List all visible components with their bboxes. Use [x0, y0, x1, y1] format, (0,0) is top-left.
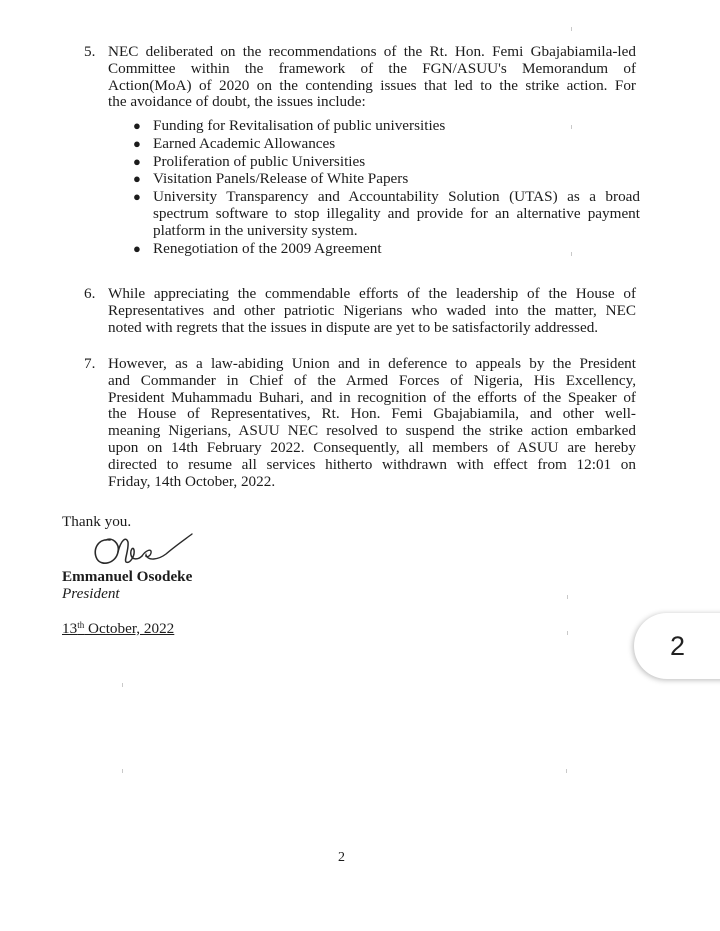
item-line: noted with regrets that the issues in dispute are yet to be satisfactorily addressed. [108, 318, 599, 336]
item-7 [84, 356, 636, 490]
signatory-name: Emmanuel Osodeke [62, 568, 193, 585]
page-badge [634, 613, 720, 679]
page-badge-label: 2 [670, 631, 686, 661]
item-line: directed to resume all services hitherto withdrawn with effect from 12:01 on [108, 455, 636, 473]
document-date: 13th October, 2022 [62, 620, 175, 637]
signature-icon [88, 528, 200, 572]
list-item [130, 154, 640, 171]
scan-speck [122, 769, 123, 773]
scan-speck [571, 252, 572, 256]
item-line: upon on 14th February 2022. Consequently, all members of ASUU are hereby [108, 438, 636, 456]
issue-text: Earned Academic Allowances [153, 134, 336, 152]
scan-speck [122, 683, 123, 687]
bullet-icon: ● [133, 171, 141, 187]
item-body [108, 356, 636, 490]
list-item [130, 241, 640, 258]
issue-text: Visitation Panels/Release of White Papers [153, 170, 409, 188]
issues-list [130, 118, 640, 257]
bullet-icon: ● [133, 240, 141, 256]
item-line: Committee within the framework of the FGN/ASUU's Memorandum of [108, 59, 636, 77]
item-line: the avoidance of doubt, the issues include: [108, 93, 366, 111]
bullet-icon: ● [133, 135, 141, 151]
item-line: and Commander in Chief of the Armed Forces of Nigeria, His Excellency, [108, 371, 636, 389]
list-item [130, 189, 640, 239]
list-item [130, 136, 640, 153]
item-5 [84, 44, 636, 111]
item-line: NEC deliberated on the recommendations of the Rt. Hon. Femi Gbajabiamila-led [108, 43, 636, 60]
item-number: 5. [84, 43, 96, 60]
scan-speck [567, 631, 568, 635]
list-item [130, 118, 640, 135]
item-number: 6. [84, 285, 96, 302]
bullet-icon: ● [133, 153, 141, 169]
page-number: 2 [338, 850, 345, 865]
issue-text: Proliferation of public Universities [153, 152, 366, 170]
scan-speck [567, 595, 568, 599]
issue-text: Funding for Revitalisation of public universities [153, 117, 446, 134]
bullet-icon: ● [133, 189, 141, 205]
scan-speck [571, 27, 572, 31]
closing-text: Thank you. [62, 513, 132, 530]
item-number: 7. [84, 355, 96, 372]
issue-text: Renegotiation of the 2009 Agreement [153, 239, 382, 257]
item-line: Representatives and other patriotic Nigerians who waded into the matter, NEC [108, 301, 636, 319]
item-body [108, 286, 636, 336]
item-line: However, as a law-abiding Union and in deference to appeals by the President [108, 355, 636, 372]
item-line: President Muhammadu Buhari, and in recognition of the efforts of the Speaker of [108, 388, 636, 406]
item-body [108, 44, 636, 111]
item-6 [84, 286, 636, 336]
signatory-title: President [62, 585, 120, 602]
scan-speck [571, 125, 572, 129]
list-item [130, 171, 640, 188]
issue-text: University Transparency and Accountability Solution (UTAS) as a broad spectrum software to stop illegality and provide for an alternative payment platform in the university system. [153, 188, 640, 239]
item-line: Friday, 14th October, 2022. [108, 472, 276, 490]
scan-speck [566, 769, 567, 773]
item-line: the House of Representatives, Rt. Hon. Femi Gbajabiamila, and other well- [108, 405, 636, 423]
bullet-icon: ● [133, 118, 141, 133]
item-line: meaning Nigerians, ASUU NEC resolved to suspend the strike action embarked [108, 422, 636, 440]
item-line: While appreciating the commendable efforts of the leadership of the House of [108, 285, 636, 302]
item-line: Action(MoA) of 2020 on the contending issues that led to the strike action. For [108, 76, 636, 94]
